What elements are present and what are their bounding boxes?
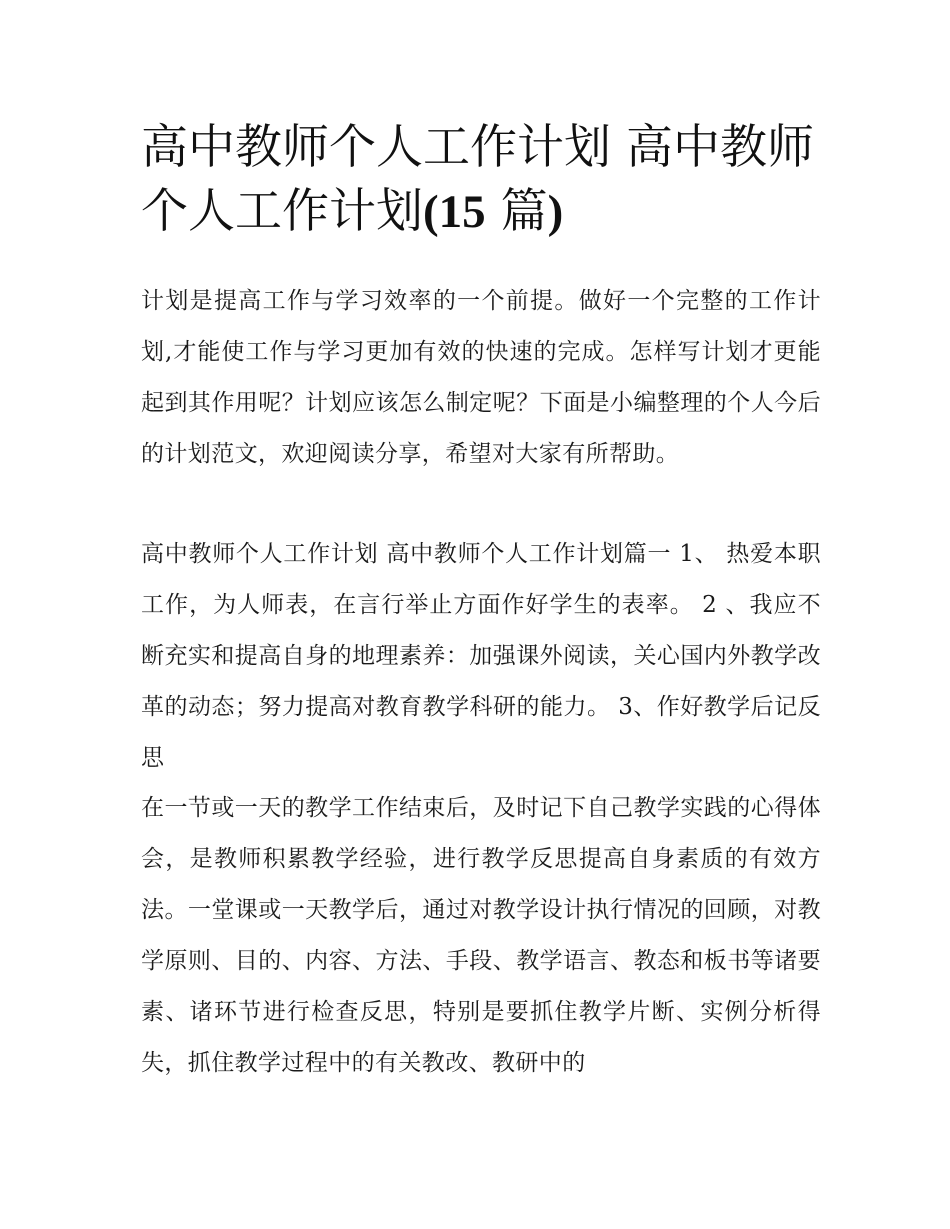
title-main-text: 高中教师个人工作计划 高中教师个人工作计划 [141, 120, 814, 239]
plan-items-paragraph: 高中教师个人工作计划 高中教师个人工作计划篇一 1、 热爱本职工作，为人师表，在言行举止方面作好学生的表率。 2 、我应不断充实和提高自身的地理素养：加强课外阅读，关心国内外教学改革的动态；努力提高对教育教学科研的能力。 3、作好教学后记反思 [141, 541, 821, 771]
intro-paragraph: 计划是提高工作与学习效率的一个前提。做好一个完整的工作计划,才能使工作与学习更加有效的快速的完成。怎样写计划才更能起到其作用呢？计划应该怎么制定呢？下面是小编整理的个人今后的计划范文，欢迎阅读分享，希望对大家有所帮助。 [141, 288, 821, 467]
title-unit-text: 篇 [485, 184, 548, 239]
title-count-text: (15 [423, 186, 486, 238]
document-title [141, 116, 821, 244]
title-close-paren: ) [547, 186, 564, 238]
reflection-paragraph: 在一节或一天的教学工作结束后，及时记下自己教学实践的心得体会，是教师积累教学经验，进行教学反思提高自身素质的有效方法。一堂课或一天教学后，通过对教学设计执行情况的回顾，对教学原则、目的、内容、方法、手段、教学语言、教态和板书等诸要素、诸环节进行检查反思，特别是要抓住教学片断、实例分析得失，抓住教学过程中的有关教改、教研中的 [141, 795, 821, 1076]
